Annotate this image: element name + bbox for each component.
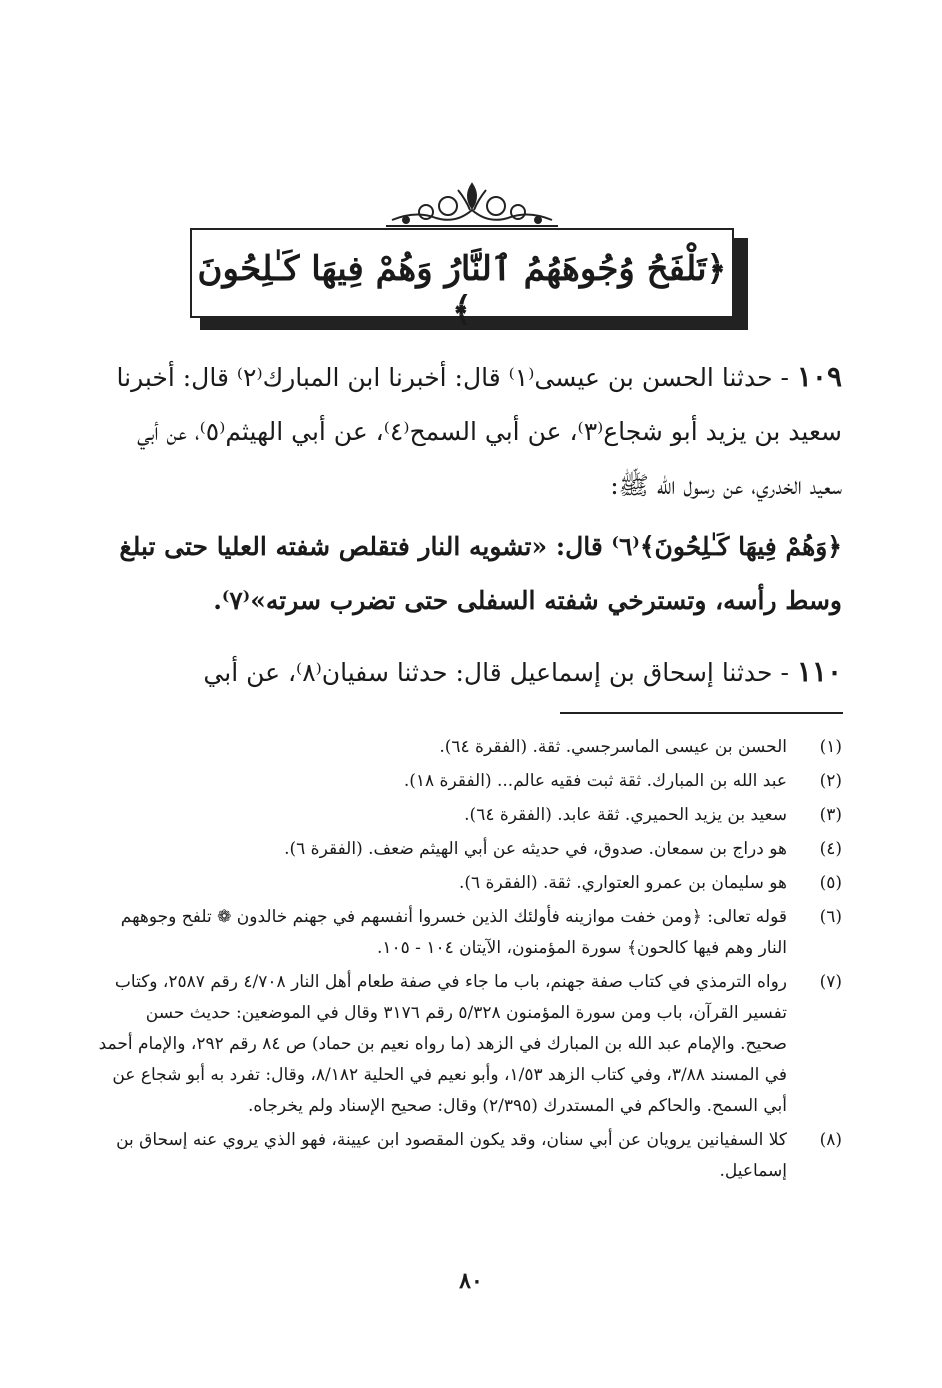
footnote-item — [97, 868, 842, 899]
page-number: ٨٠ — [459, 1268, 483, 1294]
hadith-number: ١٠٩ — [796, 360, 842, 393]
hadith-number: ١١٠ — [796, 655, 842, 688]
footnote-text: هو دراج بن سمعان. صدوق، في حديثه عن أبي الهيثم ضعف. (الفقرة ٦). — [284, 839, 787, 859]
footnote-item — [97, 834, 842, 865]
footnote-text: قوله تعالى: ﴿ومن خفت موازينه فأولئك الذين خسروا أنفسهم في جهنم خالدون ❁ تلفح وجوههم النار وهم فيها كالحون﴾ سورة المؤمنون، الآيتان ١٠٤ - ١٠٥. — [120, 907, 787, 958]
footnote-number: (٨) — [819, 1130, 842, 1150]
footnote-item — [97, 1125, 842, 1187]
footnote-number: (٦) — [819, 907, 842, 927]
chapter-title-box — [190, 228, 734, 330]
floral-ornament-icon — [386, 180, 558, 228]
footnote-item — [97, 967, 842, 1122]
hadith-isnad-text: - حدثنا إسحاق بن إسماعيل قال: حدثنا سفيان⁽٨⁾، عن أبي — [203, 658, 789, 687]
hadith-paragraph-110 — [97, 645, 842, 700]
footnote-number: (٧) — [819, 972, 842, 992]
footnote-item — [97, 732, 842, 763]
hadith-paragraph-109 — [97, 350, 842, 513]
footnote-text: سعيد بن يزيد الحميري. ثقة عابد. (الفقرة ٦٤). — [464, 805, 787, 825]
footnote-text: الحسن بن عيسى الماسرجسي. ثقة. (الفقرة ٦٤). — [439, 737, 787, 757]
hadith-isnad-text: - حدثنا الحسن بن عيسى⁽١⁾ قال: أخبرنا ابن المبارك⁽٢⁾ قال: أخبرنا سعيد بن يزيد أبو شجاع⁽٣⁾، عن أبي السمح⁽٤⁾، عن أبي الهيثم⁽٥⁾، عن أبي سعيد الخدري، عن رسول الله ﷺ: — [116, 363, 842, 500]
footnote-text: عبد الله بن المبارك. ثقة ثبت فقيه عالم... (الفقرة ١٨). — [403, 771, 787, 791]
footnote-number: (١) — [819, 737, 842, 757]
footnote-text: هو سليمان بن عمرو العتواري. ثقة. (الفقرة ٦). — [458, 873, 787, 893]
footnote-text: كلا السفيانين يرويان عن أبي سنان، وقد يكون المقصود ابن عيينة، فهو الذي يروي عنه إسحاق بن إسماعيل. — [116, 1130, 787, 1181]
footnote-number: (٥) — [819, 873, 842, 893]
footnote-text: رواه الترمذي في كتاب صفة جهنم، باب ما جاء في صفة طعام أهل النار ٤/٧٠٨ رقم ٢٥٨٧، وكتاب تفسير القرآن، باب ومن سورة المؤمنون ٥/٣٢٨ رقم ٣١٧٦ وقال في الموضعين: حديث حسن صحيح. والإمام عبد الله بن المبارك في الزهد (ما رواه نعيم بن حماد) ص ٨٤ رقم ٢٩٢، والإمام أحمد في المسند ٣/٨٨، وفي كتاب الزهد ١/٥٣، وأبو نعيم في الحلية ٨/١٨٢، وقال: تفرد به أبو شجاع عن أبي السمح. والحاكم في المستدرك (٢/٣٩٥) وقال: صحيح الإسناد ولم يخرجاه. — [98, 972, 787, 1116]
hadith-matn-text: ﴿وَهُمْ فِيهَا كَـٰلِحُونَ﴾⁽٦⁾ قال: «تشويه النار فتقلص شفته العليا حتى تبلغ وسط رأسه، وتسترخي شفته السفلى حتى تضرب سرته»⁽٧⁾. — [119, 532, 842, 615]
hadith-matn-quote — [97, 520, 842, 628]
footnotes-list — [97, 732, 842, 1190]
footnote-number: (٤) — [819, 839, 842, 859]
footnote-number: (٣) — [819, 805, 842, 825]
footnote-item — [97, 902, 842, 964]
footnote-item — [97, 766, 842, 797]
footnote-divider — [560, 712, 843, 714]
chapter-title-verse: ﴿تَلْفَحُ وُجُوهَهُمُ ٱلنَّارُ وَهُمْ فِيهَا كَـٰلِحُونَ ﴾ — [197, 249, 727, 330]
footnote-number: (٢) — [819, 771, 842, 791]
footnote-item — [97, 800, 842, 831]
